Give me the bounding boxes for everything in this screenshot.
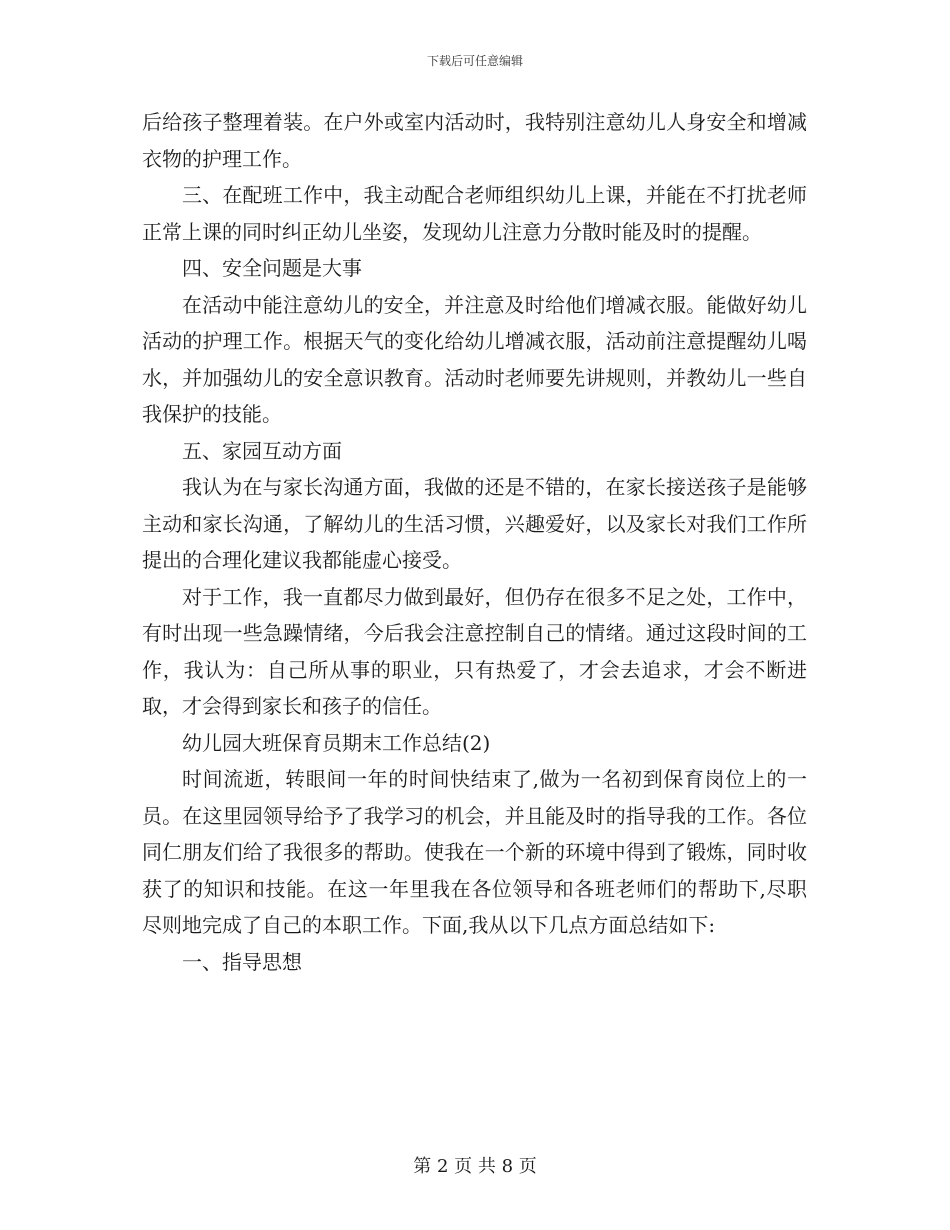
document-body [142,104,807,980]
heading-summary-2: 幼儿园大班保育员期末工作总结(2) [182,730,491,755]
paragraph-reflection: 对于工作，我一直都尽力做到最好，但仍存在很多不足之处，工作中，有时出现一些急躁情绪，今后我会注意控制自己的情绪。通过这段时间的工作，我认为：自己所从事的职业，只有热爱了，才会去追求，才会不断进取，才会得到家长和孩子的信任。 [142,584,807,718]
paragraph-safety: 在活动中能注意幼儿的安全，并注意及时给他们增减衣服。能做好幼儿活动的护理工作。根据天气的变化给幼儿增减衣服，活动前注意提醒幼儿喝水，并加强幼儿的安全意识教育。活动时老师要先讲规则，并教幼儿一些自我保护的技能。 [142,292,807,426]
page-number: 第 2 页 共 8 页 [413,1156,537,1177]
paragraph-home-school: 我认为在与家长沟通方面，我做的还是不错的，在家长接送孩子是能够主动和家长沟通，了解幼儿的生活习惯，兴趣爱好，以及家长对我们工作所提出的合理化建议我都能虚心接受。 [142,475,807,572]
heading-home-school: 五、家园互动方面 [182,438,342,463]
page-header-note: 下载后可任意编辑 [426,54,523,68]
heading-guiding-thought: 一、指导思想 [182,949,302,974]
heading-safety: 四、安全问题是大事 [182,256,362,280]
paragraph-summary-intro: 时间流逝，转眼间一年的时间快结束了,做为一名初到保育岗位上的一员。在这里园领导给予了我学习的机会，并且能及时的指导我的工作。各位同仁朋友们给了我很多的帮助。使我在一个新的环境中得到了锻炼，同时收获了的知识和技能。在这一年里我在各位领导和各班老师们的帮助下,尽职尽则地完成了自己的本职工作。下面,我从以下几点方面总结如下: [142,767,807,937]
paragraph-continued: 后给孩子整理着装。在户外或室内活动时，我特别注意幼儿人身安全和增减衣物的护理工作。 [142,110,807,171]
paragraph-section-three: 三、在配班工作中，我主动配合老师组织幼儿上课，并能在不打扰老师正常上课的同时纠正幼儿坐姿，发现幼儿注意力分散时能及时的提醒。 [142,183,807,244]
